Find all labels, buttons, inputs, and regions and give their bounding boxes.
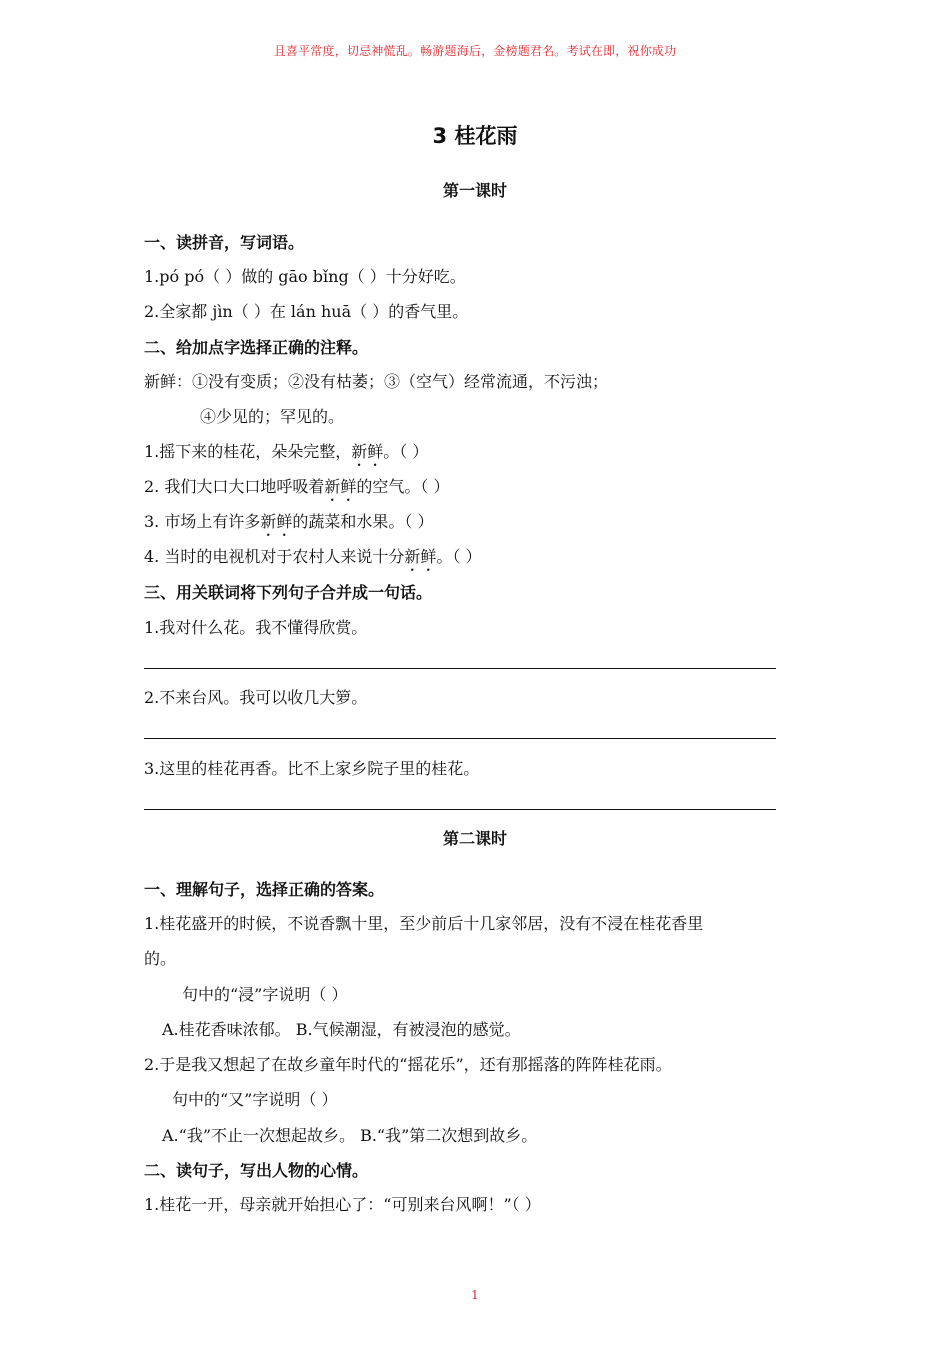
answer-line-3[interactable] [144,809,776,810]
definition-item-1 [144,439,428,470]
item-text-before: 2. 我们大口大口地呼吸着 [144,477,325,496]
section-heading-conjunctions: 三、用关联词将下列句子合并成一句话。 [144,583,433,602]
item-text-before: 1.摇下来的桂花，朵朵完整， [144,442,352,461]
section-heading-pinyin: 一、读拼音，写词语。 [144,233,305,252]
comprehension-question-1-line-1: 1.桂花盛开的时候，不说香飘十里，至少前后十几家邻居，没有不浸在桂花香里 [144,914,704,933]
definition-item-2 [144,474,449,505]
definition-item-4 [144,544,481,575]
section-heading-feelings: 二、读句子，写出人物的心情。 [144,1161,369,1180]
conjunction-question-2: 2.不来台风。我可以收几大箩。 [144,688,368,707]
item-text-after: 的空气。（ ） [356,477,450,496]
definition-line-1: 新鲜：①没有变质；②没有枯萎；③（空气）经常流通，不污浊； [144,372,609,391]
comprehension-question-1-prompt: 句中的“浸”字说明（ ） [182,985,348,1004]
item-text-before: 3. 市场上有许多 [144,512,261,531]
answer-line-2[interactable] [144,738,776,739]
definition-item-3 [144,509,433,540]
item-text-after: 。（ ） [383,442,429,461]
emphasized-word: 新鲜 [324,477,357,496]
pinyin-question-2: 2.全家都 jìn（ ）在 lán huā（ ）的香气里。 [144,302,469,321]
item-text-before: 4. 当时的电视机对于农村人来说十分 [144,547,405,566]
lesson-1-title: 第一课时 [442,181,507,200]
lesson-2-title: 第二课时 [442,829,507,848]
answer-line-1[interactable] [144,668,776,669]
comprehension-question-1-line-2: 的。 [144,949,177,968]
item-text-after: 的蔬菜和水果。（ ） [292,512,434,531]
conjunction-question-1: 1.我对什么花。我不懂得欣赏。 [144,618,368,637]
page-title: 3 桂花雨 [432,124,518,148]
item-text-after: 。（ ） [436,547,482,566]
page-number: 1 [471,1288,479,1302]
definition-line-2: ④少见的；罕见的。 [200,407,345,426]
emphasized-word: 新鲜 [260,512,293,531]
section-heading-definitions: 二、给加点字选择正确的注释。 [144,338,369,357]
comprehension-question-2-options: A.“我”不止一次想起故乡。 B.“我”第二次想到故乡。 [162,1126,538,1145]
feelings-question-1: 1.桂花一开，母亲就开始担心了：“可别来台风啊！”（ ） [144,1195,541,1214]
comprehension-question-1-options: A.桂花香味浓郁。 B.气候潮湿，有被浸泡的感觉。 [162,1020,521,1039]
conjunction-question-3: 3.这里的桂花再香。比不上家乡院子里的桂花。 [144,759,480,778]
comprehension-question-2-prompt: 句中的“又”字说明（ ） [172,1090,338,1109]
emphasized-word: 新鲜 [404,547,437,566]
comprehension-question-2-line-1: 2.于是我又想起了在故乡童年时代的“摇花乐”，还有那摇落的阵阵桂花雨。 [144,1055,672,1074]
section-heading-comprehension: 一、理解句子，选择正确的答案。 [144,880,385,899]
header-motto: 且喜平常度，切忌神慌乱。畅游题海后，金榜题君名。考试在即，祝你成功 [273,44,677,58]
pinyin-question-1: 1.pó pó（ ）做的 gāo bǐng（ ）十分好吃。 [144,267,466,286]
emphasized-word: 新鲜 [351,442,384,461]
